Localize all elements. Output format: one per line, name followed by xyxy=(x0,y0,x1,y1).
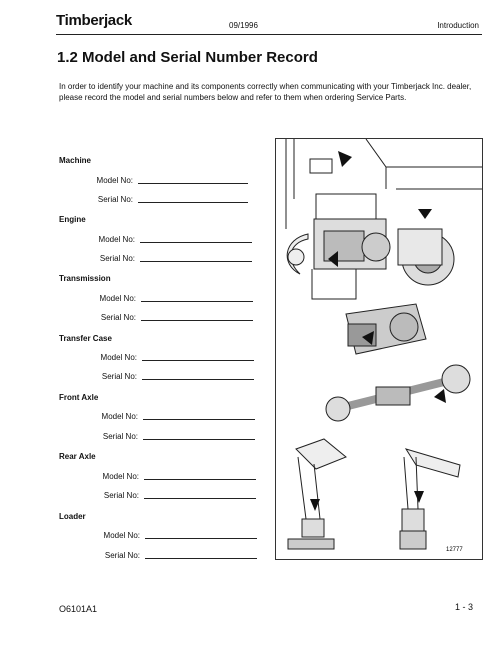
group-rear-axle-heading: Rear Axle xyxy=(59,452,96,461)
machine-model-field[interactable] xyxy=(138,183,248,184)
engine-serial-field[interactable] xyxy=(140,261,252,262)
loader-model-label: Model No: xyxy=(103,531,140,540)
rear-axle-model-label: Model No: xyxy=(102,472,139,481)
transfer-case-model-field[interactable] xyxy=(142,360,254,361)
loader-model-field[interactable] xyxy=(145,538,257,539)
transfer-case-serial-field[interactable] xyxy=(142,379,254,380)
transmission-model-field[interactable] xyxy=(141,301,253,302)
group-machine-heading: Machine xyxy=(59,156,92,165)
machine-serial-label: Serial No: xyxy=(97,195,133,204)
rear-axle-serial-field[interactable] xyxy=(144,498,256,499)
transfer-case-model-label: Model No: xyxy=(100,353,137,362)
machine-serial-field[interactable] xyxy=(138,202,248,203)
group-transfer-case-heading: Transfer Case xyxy=(59,334,112,343)
transmission-serial-label: Serial No: xyxy=(100,313,136,322)
transmission-serial-field[interactable] xyxy=(141,320,253,321)
group-engine-heading: Engine xyxy=(59,215,86,224)
front-axle-model-field[interactable] xyxy=(143,419,255,420)
loader-serial-label: Serial No: xyxy=(104,551,140,560)
footer-doc-code: O6101A1 xyxy=(59,604,98,614)
group-loader-heading: Loader xyxy=(59,512,86,521)
header-date: 09/1996 xyxy=(229,21,258,30)
transfer-case-serial-label: Serial No: xyxy=(101,372,137,381)
front-axle-serial-field[interactable] xyxy=(143,439,255,440)
brand-logo: Timberjack xyxy=(56,12,132,29)
page-title: 1.2 Model and Serial Number Record xyxy=(57,49,318,66)
transmission-model-label: Model No: xyxy=(99,294,136,303)
group-transmission-heading: Transmission xyxy=(59,274,111,283)
rear-axle-serial-label: Serial No: xyxy=(103,491,139,500)
component-location-illustration xyxy=(275,138,483,560)
rear-axle-model-field[interactable] xyxy=(144,479,256,480)
intro-paragraph: In order to identify your machine and its components correctly when communicating with your Timberjack Inc. dealer, please record the model and serial numbers below and refer to them when ordering Service Parts. xyxy=(59,82,472,102)
header-rule xyxy=(56,34,482,35)
group-front-axle-heading: Front Axle xyxy=(59,393,99,402)
loader-serial-field[interactable] xyxy=(145,558,257,559)
front-axle-model-label: Model No: xyxy=(101,412,138,421)
engine-model-field[interactable] xyxy=(140,242,252,243)
page-number: 1 - 3 xyxy=(454,602,473,612)
engine-serial-label: Serial No: xyxy=(99,254,135,263)
front-axle-serial-label: Serial No: xyxy=(102,432,138,441)
engine-model-label: Model No: xyxy=(98,235,135,244)
figure-id: 12777 xyxy=(446,547,463,553)
machine-model-label: Model No: xyxy=(96,176,133,185)
header-section: Introduction xyxy=(437,21,479,30)
